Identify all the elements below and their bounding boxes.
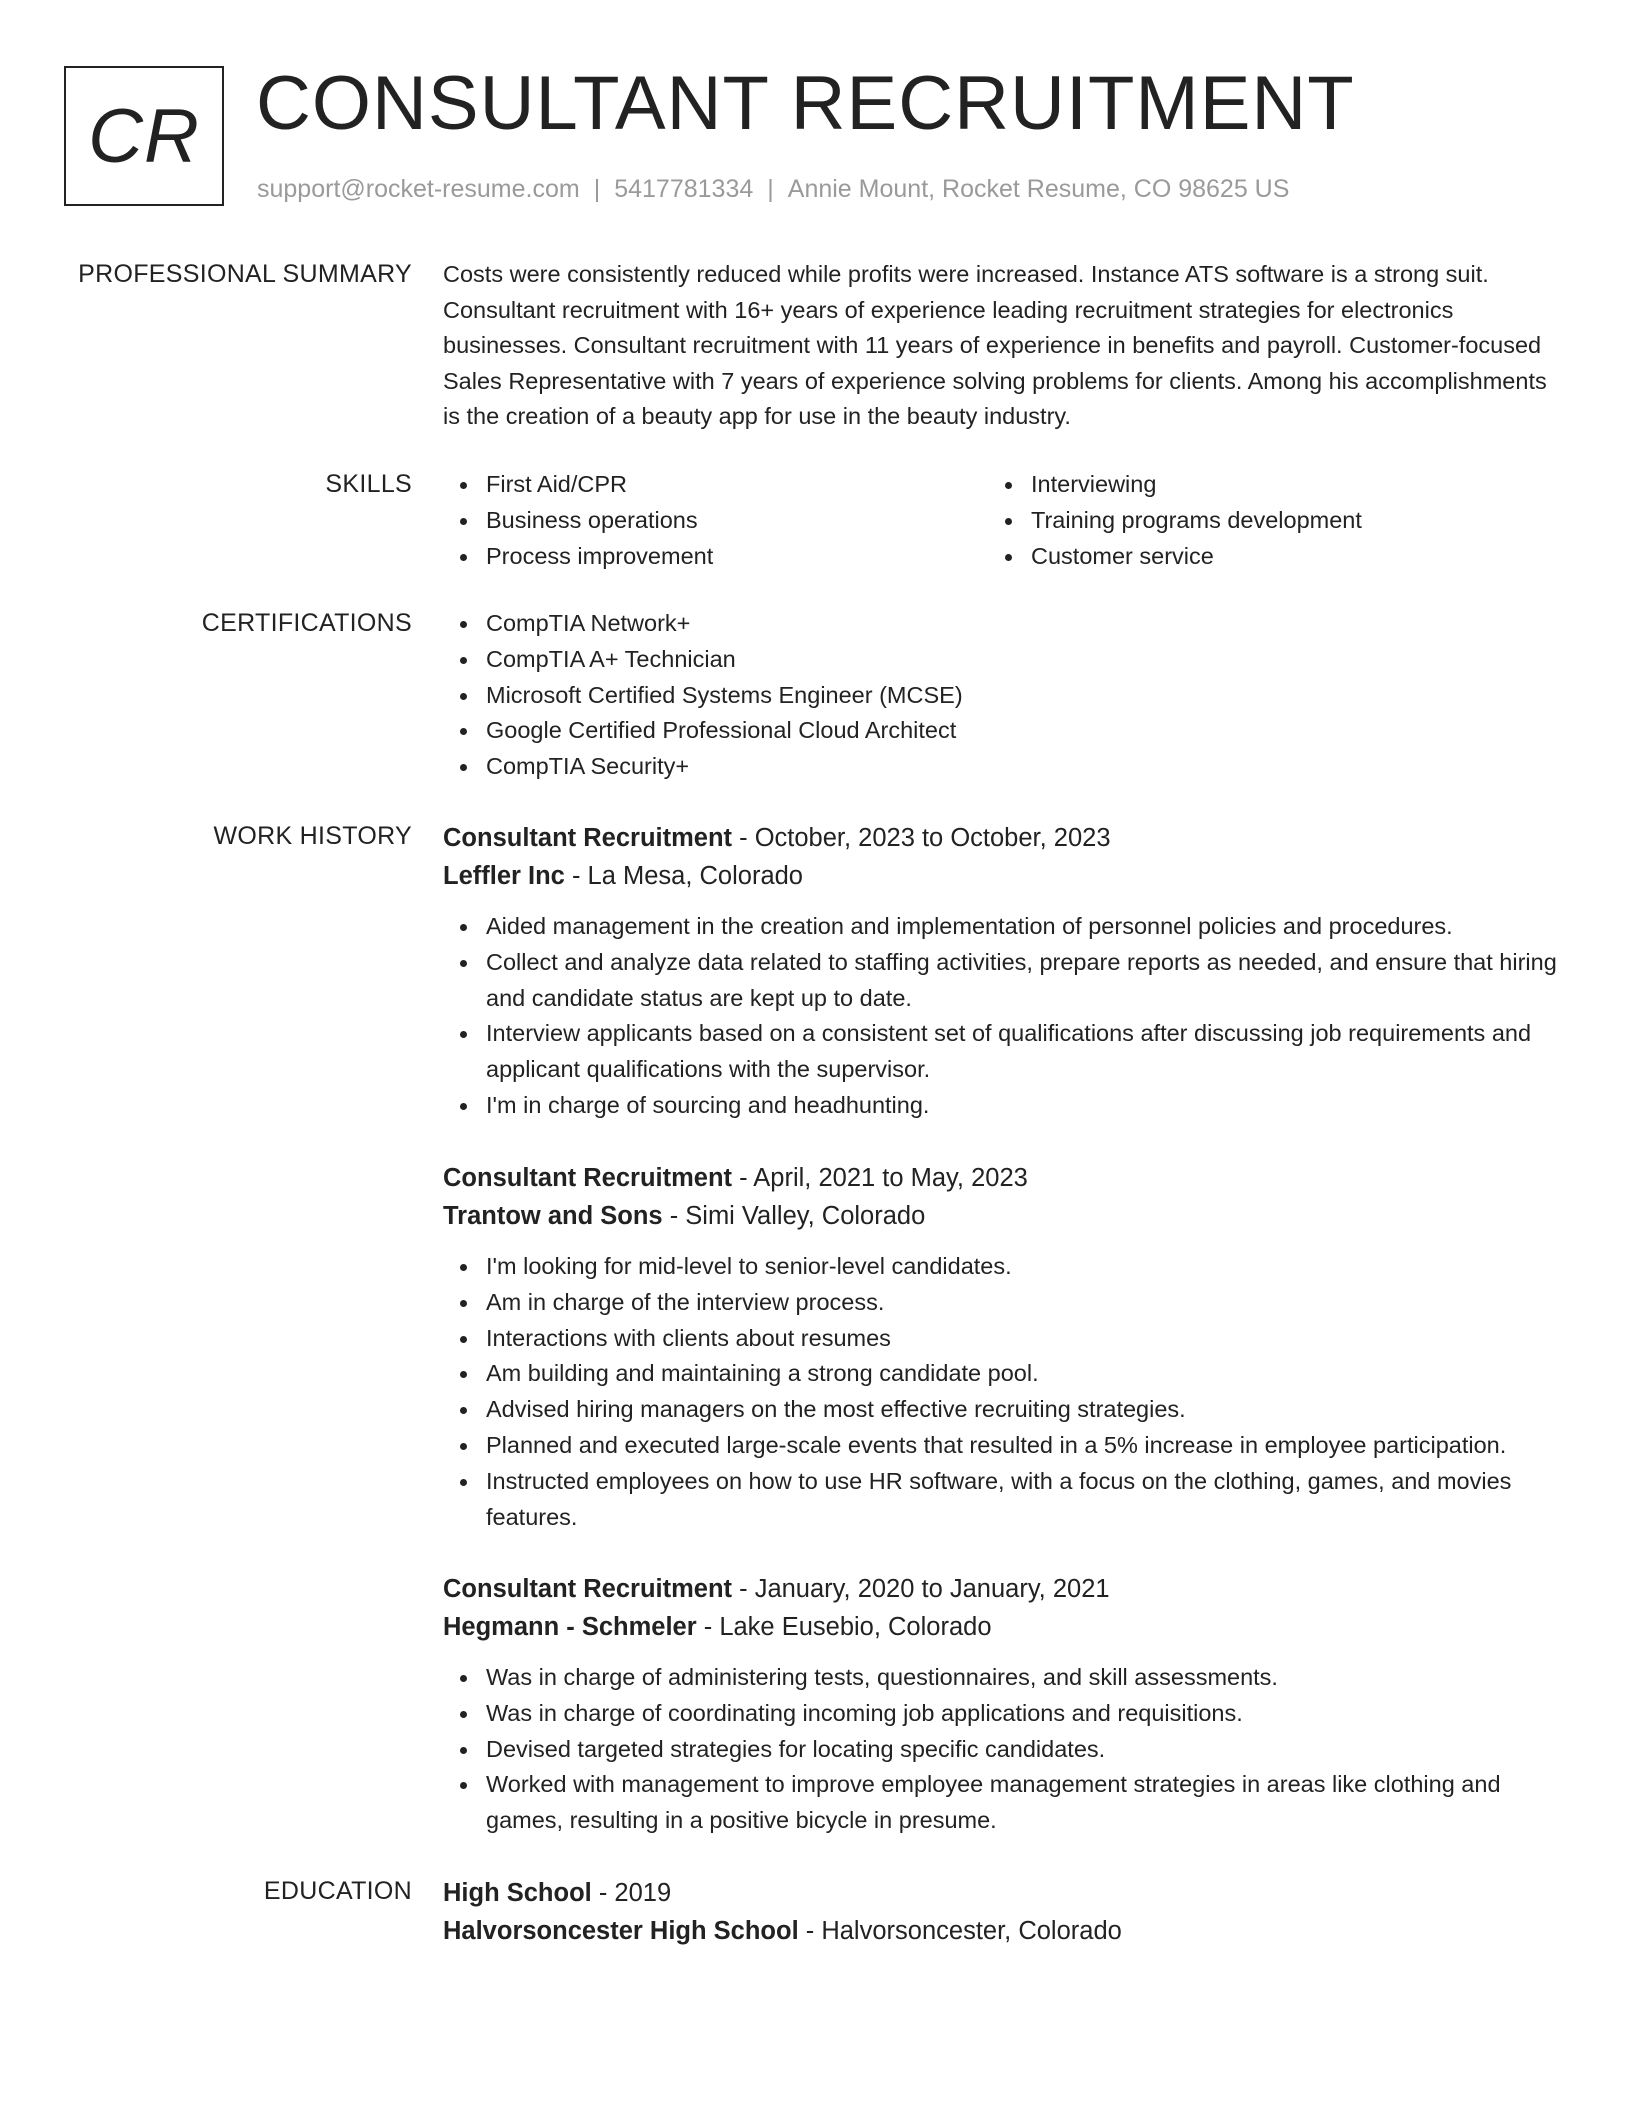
certifications-body xyxy=(443,606,1563,785)
list-item: Was in charge of administering tests, questionnaires, and skill assessments. xyxy=(443,1660,1563,1696)
list-item: Aided management in the creation and implementation of personnel policies and procedures. xyxy=(443,909,1563,945)
job-company: Leffler Inc xyxy=(443,862,565,890)
job-location: - La Mesa, Colorado xyxy=(564,862,803,890)
job-bullets xyxy=(443,1660,1563,1839)
contact-separator: | xyxy=(767,175,774,203)
list-item: Business operations xyxy=(443,503,988,539)
list-item: Interviewing xyxy=(988,467,1533,503)
list-item: CompTIA Network+ xyxy=(443,606,1563,642)
job-entry xyxy=(443,1159,1563,1535)
list-item: Customer service xyxy=(988,539,1533,575)
job-entry xyxy=(443,819,1563,1124)
section-label-skills: SKILLS xyxy=(325,470,412,498)
email-link[interactable]: support@rocket-resume.com xyxy=(257,175,580,203)
certifications-list xyxy=(443,606,1563,785)
list-item: Instructed employees on how to use HR software, with a focus on the clothing, games, and movies features. xyxy=(443,1464,1563,1536)
section-label-certifications: CERTIFICATIONS xyxy=(201,609,412,637)
job-location: - Simi Valley, Colorado xyxy=(662,1202,926,1230)
skills-list-right xyxy=(988,467,1533,574)
section-label-summary: PROFESSIONAL SUMMARY xyxy=(78,260,412,288)
education-degree: High School xyxy=(443,1879,592,1907)
education-location: - Halvorsoncester, Colorado xyxy=(798,1917,1122,1945)
list-item: Worked with management to improve employee management strategies in areas like clothing and games, resulting in a positive bicycle in presume. xyxy=(443,1767,1563,1839)
education-school: Halvorsoncester High School xyxy=(443,1917,799,1945)
list-item: I'm in charge of sourcing and headhunting. xyxy=(443,1088,1563,1124)
job-title: Consultant Recruitment xyxy=(443,824,733,852)
list-item: Planned and executed large-scale events that resulted in a 5% increase in employee participation. xyxy=(443,1428,1563,1464)
list-item: Training programs development xyxy=(988,503,1533,539)
job-title: Consultant Recruitment xyxy=(443,1575,733,1603)
summary-body xyxy=(443,257,1563,435)
job-dates: - April, 2021 to May, 2023 xyxy=(732,1164,1028,1192)
list-item: I'm looking for mid-level to senior-level candidates. xyxy=(443,1249,1563,1285)
job-company-line xyxy=(443,1197,1563,1235)
contact-separator: | xyxy=(593,175,601,203)
education-degree-line xyxy=(443,1874,1563,1912)
monogram-logo: CR xyxy=(64,66,224,206)
list-item: Devised targeted strategies for locating specific candidates. xyxy=(443,1732,1563,1768)
job-company-line xyxy=(443,1608,1563,1646)
education-year: - 2019 xyxy=(591,1879,672,1907)
job-bullets xyxy=(443,909,1563,1124)
list-item: Advised hiring managers on the most effective recruiting strategies. xyxy=(443,1392,1563,1428)
education-body xyxy=(443,1874,1563,1950)
job-company: Trantow and Sons xyxy=(443,1202,663,1230)
list-item: Process improvement xyxy=(443,539,988,575)
list-item: Microsoft Certified Systems Engineer (MCSE) xyxy=(443,678,1563,714)
section-label-work: WORK HISTORY xyxy=(213,822,412,850)
job-title: Consultant Recruitment xyxy=(443,1164,733,1192)
list-item: CompTIA A+ Technician xyxy=(443,642,1563,678)
list-item: Interview applicants based on a consistent set of qualifications after discussing job requirements and applicant qualifications with the supervisor. xyxy=(443,1016,1563,1088)
job-bullets xyxy=(443,1249,1563,1535)
job-title-line xyxy=(443,819,1563,857)
job-company-line xyxy=(443,857,1563,895)
contact-line xyxy=(257,172,1289,206)
list-item: Interactions with clients about resumes xyxy=(443,1321,1563,1357)
job-entry xyxy=(443,1570,1563,1839)
skills-body xyxy=(443,467,1563,574)
list-item: Am in charge of the interview process. xyxy=(443,1285,1563,1321)
resume-name: CONSULTANT RECRUITMENT xyxy=(256,61,1355,146)
list-item: Am building and maintaining a strong candidate pool. xyxy=(443,1356,1563,1392)
summary-text: Costs were consistently reduced while profits were increased. Instance ATS software is a strong suit. Consultant recruitment with 16+ years of experience leading recruitment strategies for electronics businesses. Consultant recruitment with 11 years of experience in benefits and payroll. Customer-focused Sales Representative with 7 years of experience solving problems for clients. Among his accomplishments is the creation of a beauty app for use in the beauty industry. xyxy=(443,261,1547,429)
skills-list-left xyxy=(443,467,988,574)
education-school-line xyxy=(443,1912,1563,1950)
list-item: CompTIA Security+ xyxy=(443,749,1563,785)
job-dates: - January, 2020 to January, 2021 xyxy=(732,1575,1110,1603)
job-title-line xyxy=(443,1570,1563,1608)
list-item: Was in charge of coordinating incoming job applications and requisitions. xyxy=(443,1696,1563,1732)
job-location: - Lake Eusebio, Colorado xyxy=(696,1613,992,1641)
job-dates: - October, 2023 to October, 2023 xyxy=(732,824,1111,852)
list-item: Google Certified Professional Cloud Architect xyxy=(443,713,1563,749)
phone-number: 5417781334 xyxy=(614,175,754,203)
job-company: Hegmann - Schmeler xyxy=(443,1613,697,1641)
job-title-line xyxy=(443,1159,1563,1197)
address: Annie Mount, Rocket Resume, CO 98625 US xyxy=(787,175,1290,203)
list-item: First Aid/CPR xyxy=(443,467,988,503)
section-label-education: EDUCATION xyxy=(263,1877,412,1905)
list-item: Collect and analyze data related to staffing activities, prepare reports as needed, and ensure that hiring and candidate status are kept up to date. xyxy=(443,945,1563,1017)
